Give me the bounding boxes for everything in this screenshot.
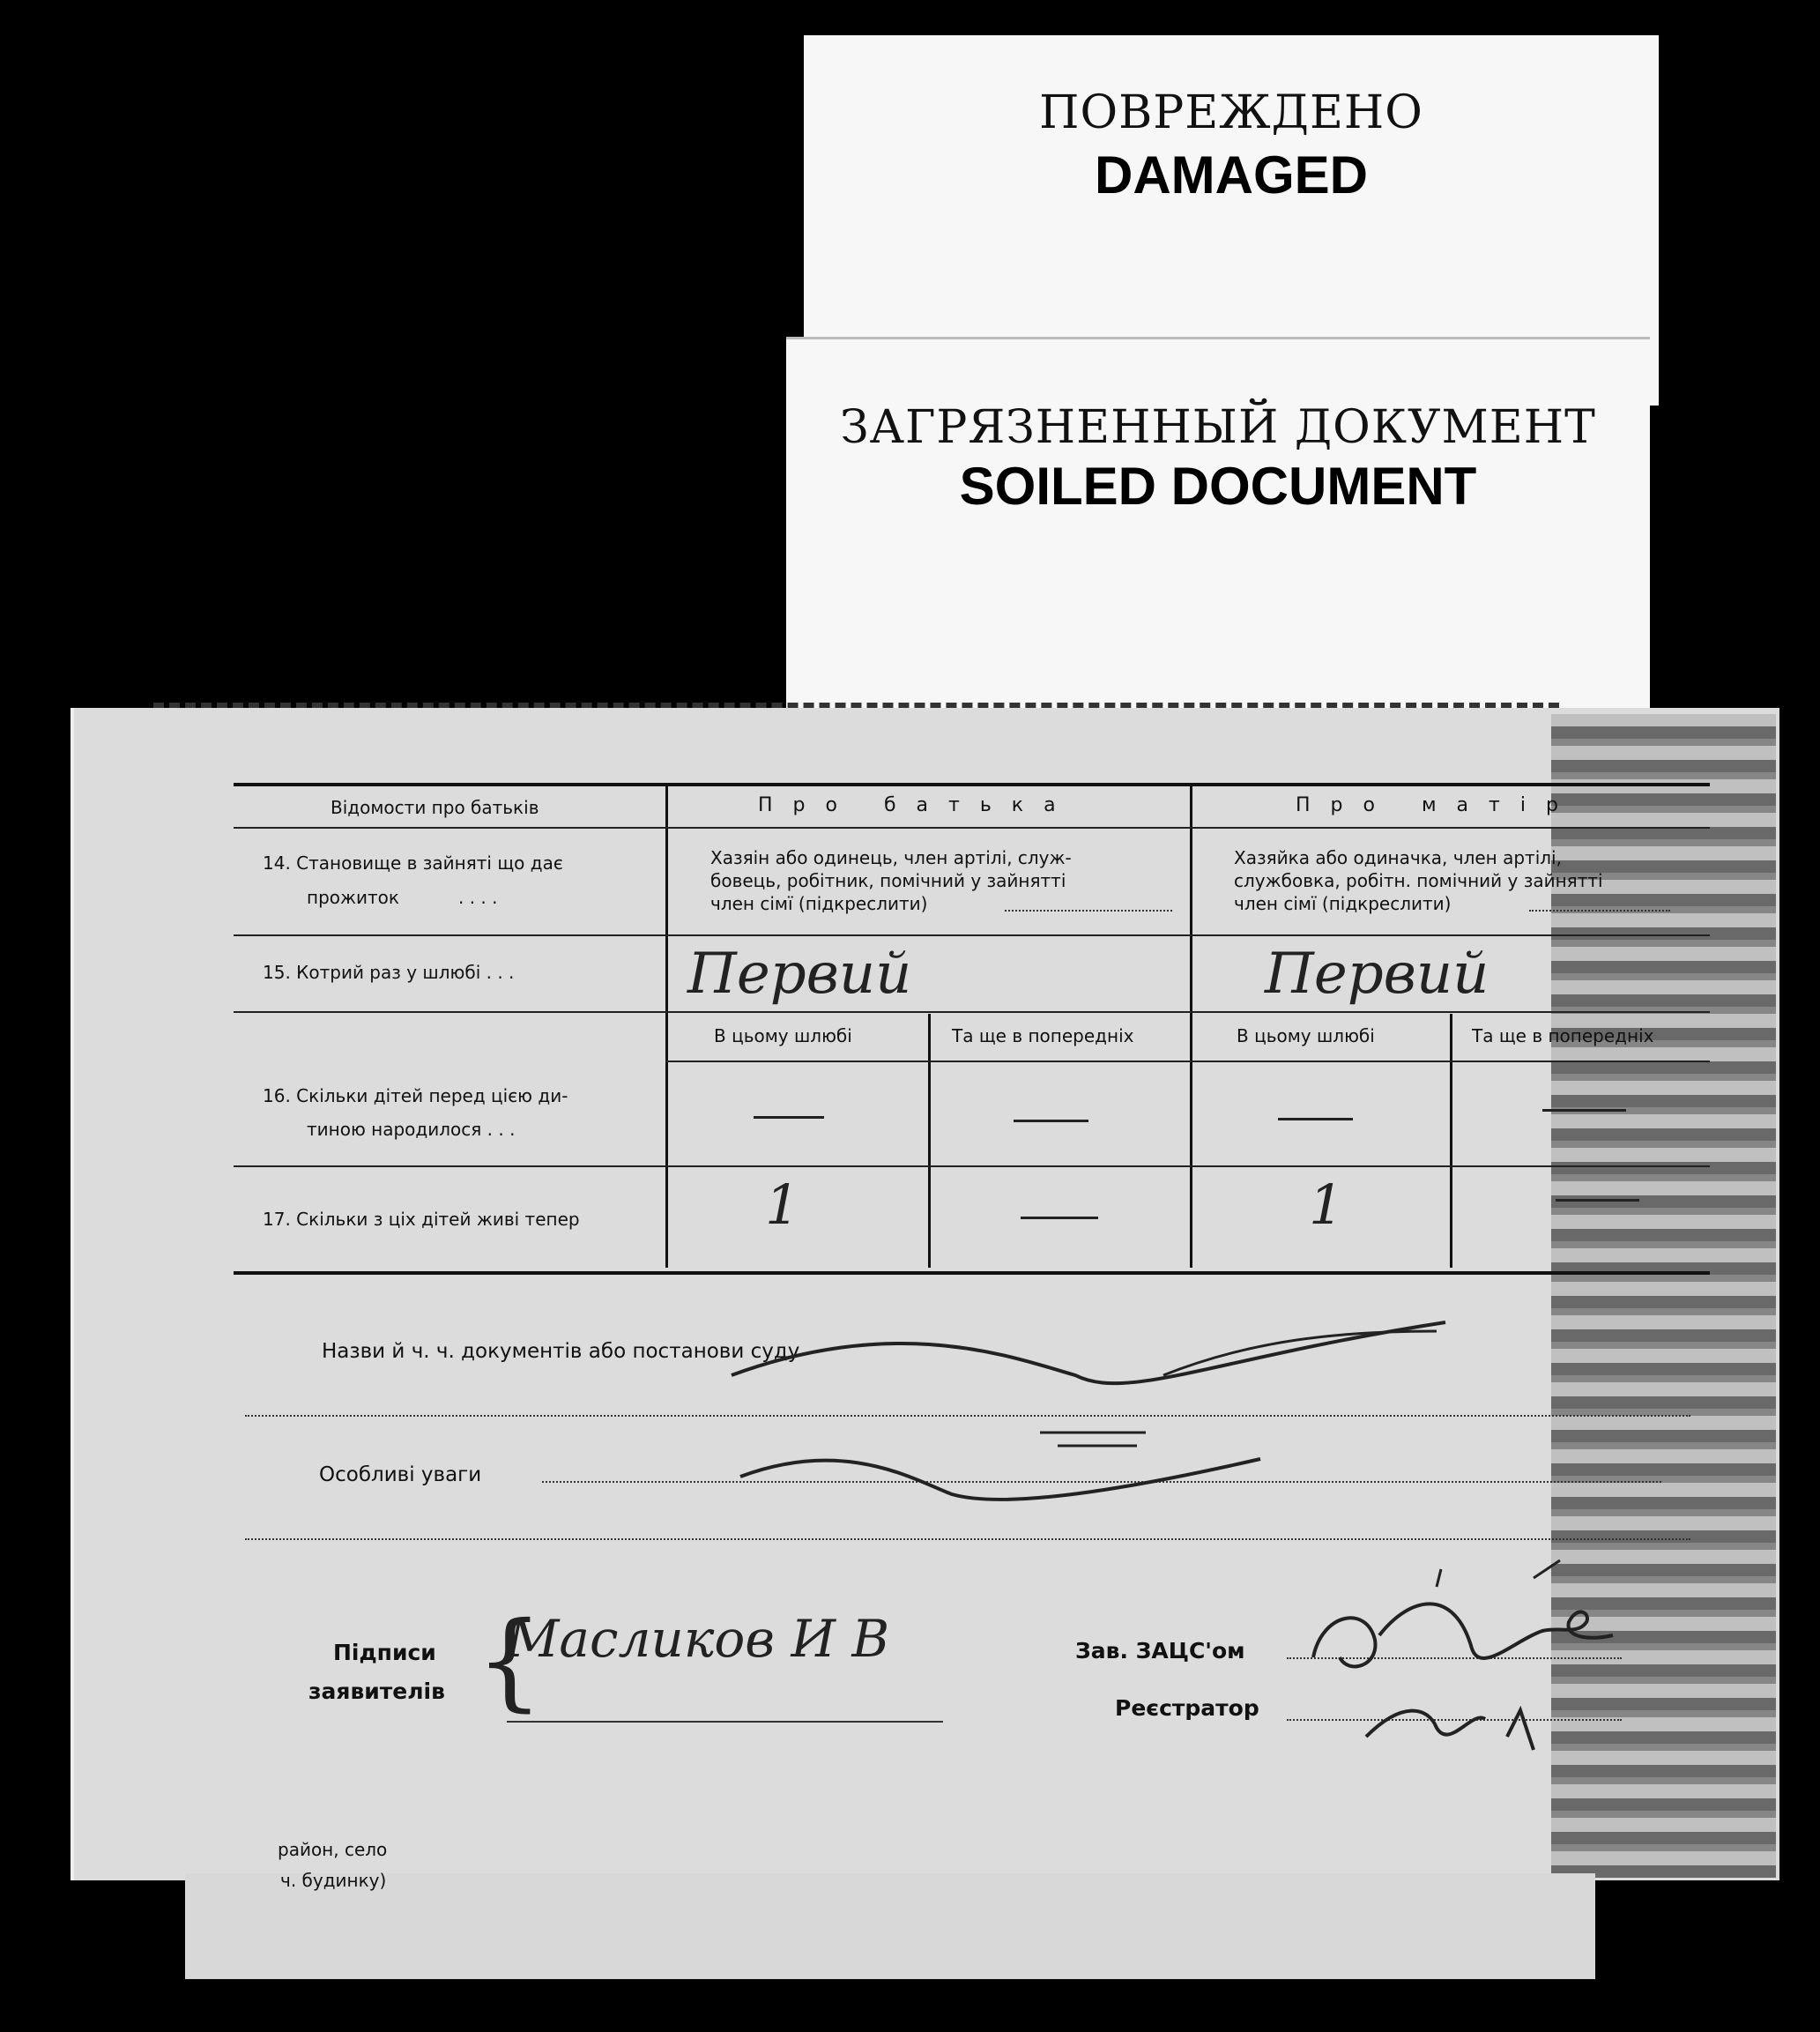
table-rule	[234, 934, 1710, 936]
signature-line	[507, 1721, 943, 1723]
remarks-label: Особливі уваги	[319, 1463, 482, 1486]
row16-mother-prev-dash	[1542, 1109, 1626, 1112]
official-signature	[1296, 1552, 1648, 1772]
row14-father-options: бовець, робітник, помічний у зайнятті	[710, 870, 1066, 891]
subheader-this-marriage-father: В цьому шлюбі	[714, 1025, 852, 1046]
row17-father-prev-dash	[1021, 1217, 1098, 1219]
signatures-label: Підписи	[333, 1640, 436, 1665]
underlying-form-text: ч. будинку)	[280, 1870, 387, 1891]
table-rule	[665, 1061, 1710, 1062]
subheader-previous-mother: Та ще в попередніх	[1472, 1025, 1654, 1046]
row14-label-cont: прожиток	[307, 887, 399, 908]
row17-mother-this-value: 1	[1309, 1172, 1344, 1237]
soiled-label-en: SOILED DOCUMENT	[959, 457, 1477, 516]
row14-mother-options: член сімї (підкреслити)	[1234, 893, 1452, 914]
soiled-label-card	[786, 337, 1650, 710]
row14-mother-options: службовка, робітн. помічний у зайнятті	[1234, 870, 1603, 891]
fill-line	[1005, 910, 1172, 912]
row14-father-options: Хазяін або одинець, член артілі, служ-	[710, 847, 1072, 868]
row14-label: 14. Становище в зайняті що дає	[263, 852, 563, 874]
header-parents-info: Відомости про батьків	[331, 797, 539, 818]
row16-mother-this-dash	[1278, 1118, 1353, 1120]
fill-line	[1529, 910, 1670, 912]
fill-line	[245, 1538, 1690, 1540]
row15-mother-handwritten: Первий	[1265, 942, 1489, 1007]
row16-label: 16. Скільки дітей перед цією ди-	[263, 1085, 568, 1106]
handwritten-strike-lines	[723, 1305, 1516, 1516]
row17-father-this-value: 1	[765, 1172, 800, 1237]
head-of-registry-label: Зав. ЗАЦС'ом	[1075, 1638, 1245, 1664]
row15-father-handwritten: Первий	[687, 942, 912, 1007]
row15-label: 15. Котрий раз у шлюбі . . .	[263, 962, 515, 983]
row14-mother-options: Хазяйка або одиначка, член артілі,	[1234, 847, 1562, 868]
header-father: Про батька	[758, 794, 1076, 816]
row16-father-this-dash	[754, 1116, 824, 1119]
soiled-label-ru: ЗАГРЯЗНЕННЫЙ ДОКУМЕНТ	[840, 401, 1596, 454]
table-divider	[1190, 783, 1192, 1268]
applicant-signature: Масликов И В	[507, 1609, 890, 1669]
damaged-label-ru: ПОВРЕЖДЕНО	[1039, 86, 1423, 139]
row14-dots: . . . .	[458, 887, 498, 908]
table-rule	[234, 1011, 1710, 1013]
table-divider	[928, 1014, 931, 1268]
row17-label: 17. Скільки з ціх дітей живі тепер	[263, 1209, 580, 1230]
table-rule	[234, 827, 1710, 829]
row17-mother-prev-dash	[1556, 1199, 1639, 1202]
table-divider	[665, 783, 668, 1268]
brace: {	[476, 1600, 544, 1723]
table-divider	[1450, 1014, 1452, 1268]
row16-label-cont: тиною народилося . . .	[307, 1119, 516, 1140]
documents-label: Назви й ч. ч. документів або постанови суду	[322, 1340, 800, 1363]
underlying-form-scrap	[185, 1873, 1595, 1979]
row16-father-prev-dash	[1014, 1120, 1088, 1122]
header-mother: Про матір	[1296, 794, 1579, 816]
row14-father-options: член сімї (підкреслити)	[710, 893, 928, 914]
underlying-form-text: район, село	[278, 1839, 388, 1860]
subheader-this-marriage-mother: В цьому шлюбі	[1237, 1025, 1375, 1046]
subheader-previous-father: Та ще в попередніх	[952, 1025, 1134, 1046]
registrar-label: Реєстратор	[1115, 1695, 1259, 1721]
signatures-label-cont: заявителів	[308, 1678, 445, 1704]
table-rule	[234, 1165, 1710, 1167]
damaged-label-en: DAMAGED	[1095, 145, 1368, 205]
